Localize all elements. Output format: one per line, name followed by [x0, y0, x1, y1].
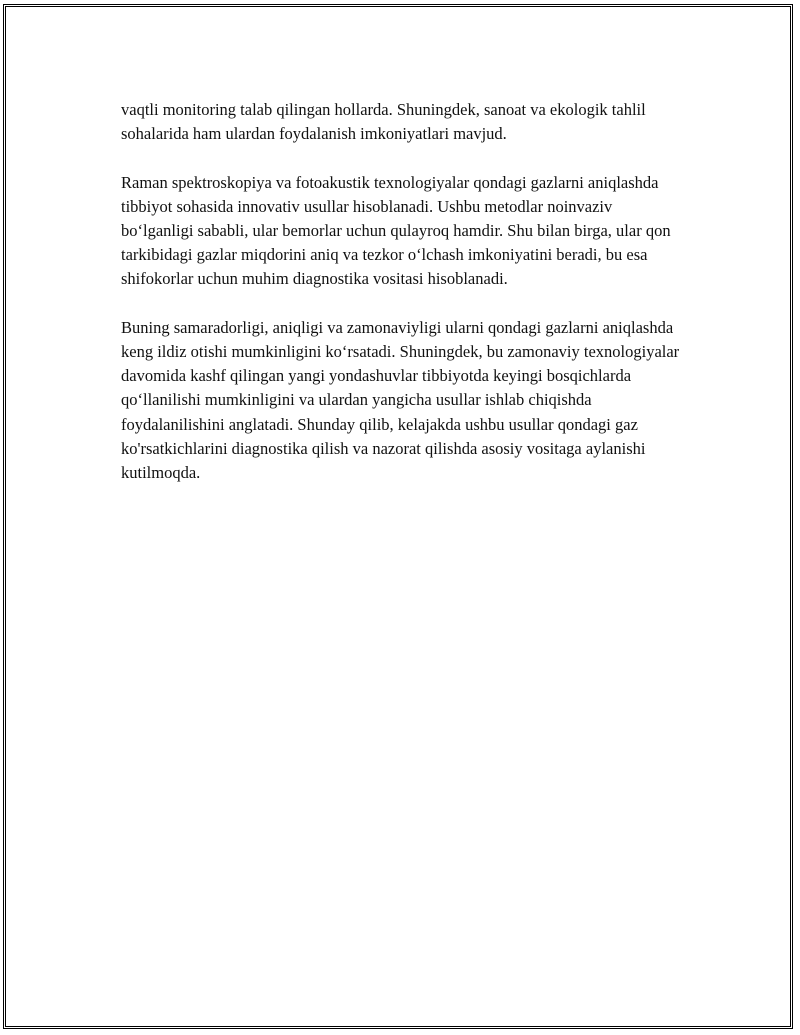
paragraph-2: Raman spektroskopiya va fotoakustik texnologiyalar qondagi gazlarni aniqlashda tibbiyot sohasida innovativ usullar hisoblanadi. Ushbu metodlar noinvaziv boʻlganligi sababli, ular bemorlar uchun qulayroq hamdir. Shu bilan birga, ular qon tarkibidagi gazlar miqdorini aniq va tezkor oʻlchash imkoniyatini beradi, bu esa shifokorlar uchun muhim diagnostika vositasi hisoblanadi.	[121, 172, 671, 289]
document-page	[3, 4, 793, 1029]
paragraph-3: Buning samaradorligi, aniqligi va zamonaviyligi ularni qondagi gazlarni aniqlashda keng ildiz otishi mumkinligini koʻrsatadi. Shuningdek, bu zamonaviy texnologiyalar davomida kashf qilingan yangi yondashuvlar tibbiyotda keyingi bosqichlarda qoʻllanilishi mumkinligini va ulardan yangicha usullar ishlab chiqishda foydalanilishini anglatadi. Shunday qilib, kelajakda ushbu usullar qondagi gaz ko'rsatkichlarini diagnostika qilish va nazorat qilishda asosiy vositaga aylanishi kutilmoqda.	[121, 317, 680, 483]
document-body	[121, 98, 681, 485]
paragraph-1: vaqtli monitoring talab qilingan hollarda. Shuningdek, sanoat va ekologik tahlil sohalarida ham ulardan foydalanish imkoniyatlari mavjud.	[121, 100, 646, 144]
